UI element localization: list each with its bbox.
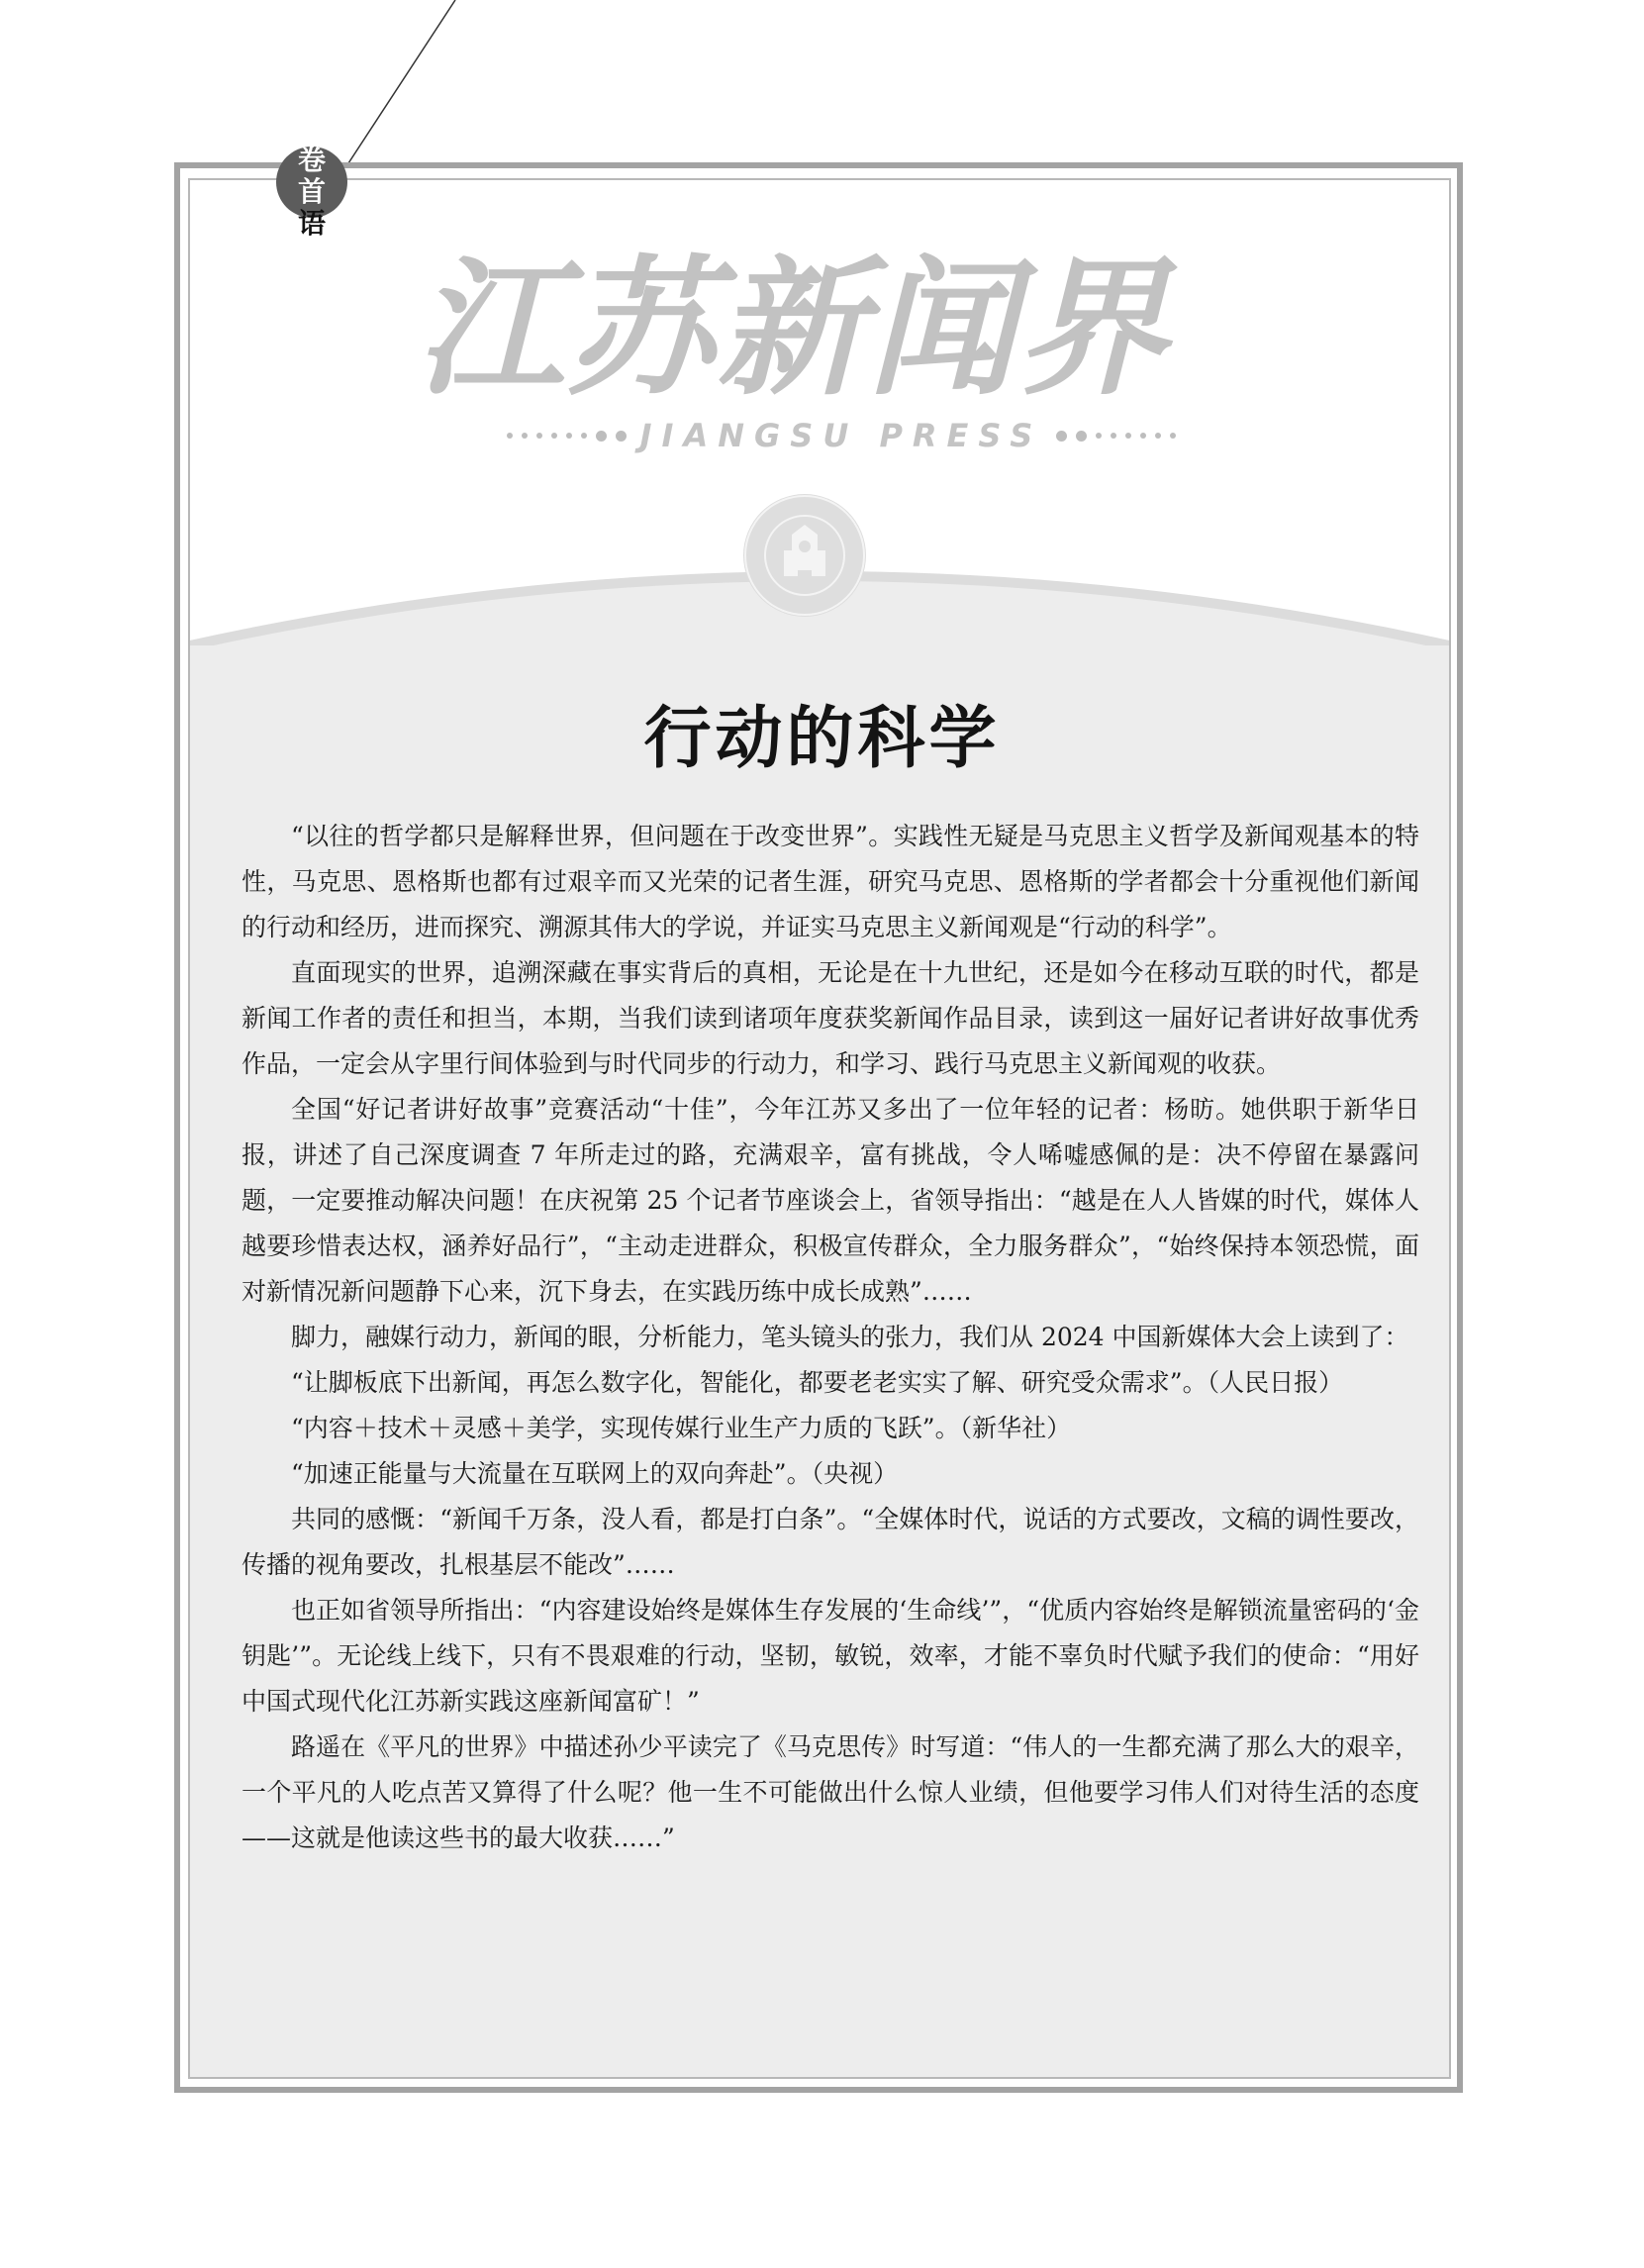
paragraph-1: “以往的哲学都只是解释世界，但问题在于改变世界”。实践性无疑是马克思主义哲学及新闻观基本的特性，马克思、恩格斯也都有过艰辛而又光荣的记者生涯，研究马克思、恩格斯的学者都会十分重视他们新闻的行动和经历，进而探究、溯源其伟大的学说，并证实马克思主义新闻观是“行动的科学”。 [242, 822, 1419, 941]
paragraph-8: 共同的感慨：“新闻千万条，没人看，都是打白条”。“全媒体时代，说话的方式要改，文稿的调性要改，传播的视角要改，扎根基层不能改”…… [242, 1505, 1419, 1579]
left-dots-decoration [507, 431, 627, 442]
masthead-subtitle-row [455, 416, 1227, 455]
section-badge-label [295, 145, 329, 240]
quote-xinhua: “内容＋技术＋灵感＋美学，实现传媒行业生产力质的飞跃”。（新华社） [291, 1414, 1072, 1442]
right-dots-decoration [1056, 431, 1176, 442]
masthead-subtitle: JIANGSU PRESS [639, 417, 1043, 454]
article-body [242, 814, 1419, 1861]
quote-cctv: “加速正能量与大流量在互联网上的双向奔赴”。（央视） [291, 1459, 899, 1488]
association-seal-logo [740, 491, 869, 620]
badge-char-2: 首 [297, 175, 326, 208]
badge-char-3: 语 [297, 207, 326, 240]
article-title: 行动的科学 [643, 699, 1001, 778]
paragraph-3: 全国“好记者讲好故事”竞赛活动“十佳”，今年江苏又多出了一位年轻的记者：杨昉。她供职于新华日报，讲述了自己深度调查 7 年所走过的路，充满艰辛，富有挑战，令人唏嘘感佩的是：决不停留在暴露问题，一定要推动解决问题！在庆祝第 25 个记者节座谈会上，省领导指出：“越是在人人皆媒的时代，媒体人越要珍惜表达权，涵养好品行”，“主动走进群众，积极宣传群众，全力服务群众”，“始终保持本领恐慌，面对新情况新问题静下心来，沉下身去，在实践历练中成长成熟”…… [242, 1095, 1419, 1306]
paragraph-2: 直面现实的世界，追溯深藏在事实背后的真相，无论是在十九世纪，还是如今在移动互联的时代，都是新闻工作者的责任和担当，本期，当我们读到诸项年度获奖新闻作品目录，读到这一届好记者讲好故事优秀作品，一定会从字里行间体验到与时代同步的行动力，和学习、践行马克思主义新闻观的收获。 [242, 958, 1419, 1078]
paragraph-9: 也正如省领导所指出：“内容建设始终是媒体生存发展的‘生命线’”，“优质内容始终是解锁流量密码的‘金钥匙’”。无论线上线下，只有不畏艰难的行动，坚韧，敏锐，效率，才能不辜负时代赋予我们的使命：“用好中国式现代化江苏新实践这座新闻富矿！” [242, 1596, 1419, 1716]
paragraph-10: 路遥在《平凡的世界》中描述孙少平读完了《马克思传》时写道：“伟人的一生都充满了那么大的艰辛，一个平凡的人吃点苦又算得了什么呢？他一生不可能做出什么惊人业绩，但他要学习伟人们对待生活的态度——这就是他读这些书的最大收获……” [242, 1732, 1419, 1852]
badge-char-1: 卷 [297, 144, 326, 176]
masthead-title: 江苏新闻界 [416, 244, 1169, 416]
quote-people-daily: “让脚板底下出新闻，再怎么数字化，智能化，都要老老实实了解、研究受众需求”。（人民日报） [291, 1368, 1344, 1397]
paragraph-4: 脚力，融媒行动力，新闻的眼，分析能力，笔头镜头的张力，我们从 2024 中国新媒体大会上读到了： [291, 1323, 1409, 1351]
